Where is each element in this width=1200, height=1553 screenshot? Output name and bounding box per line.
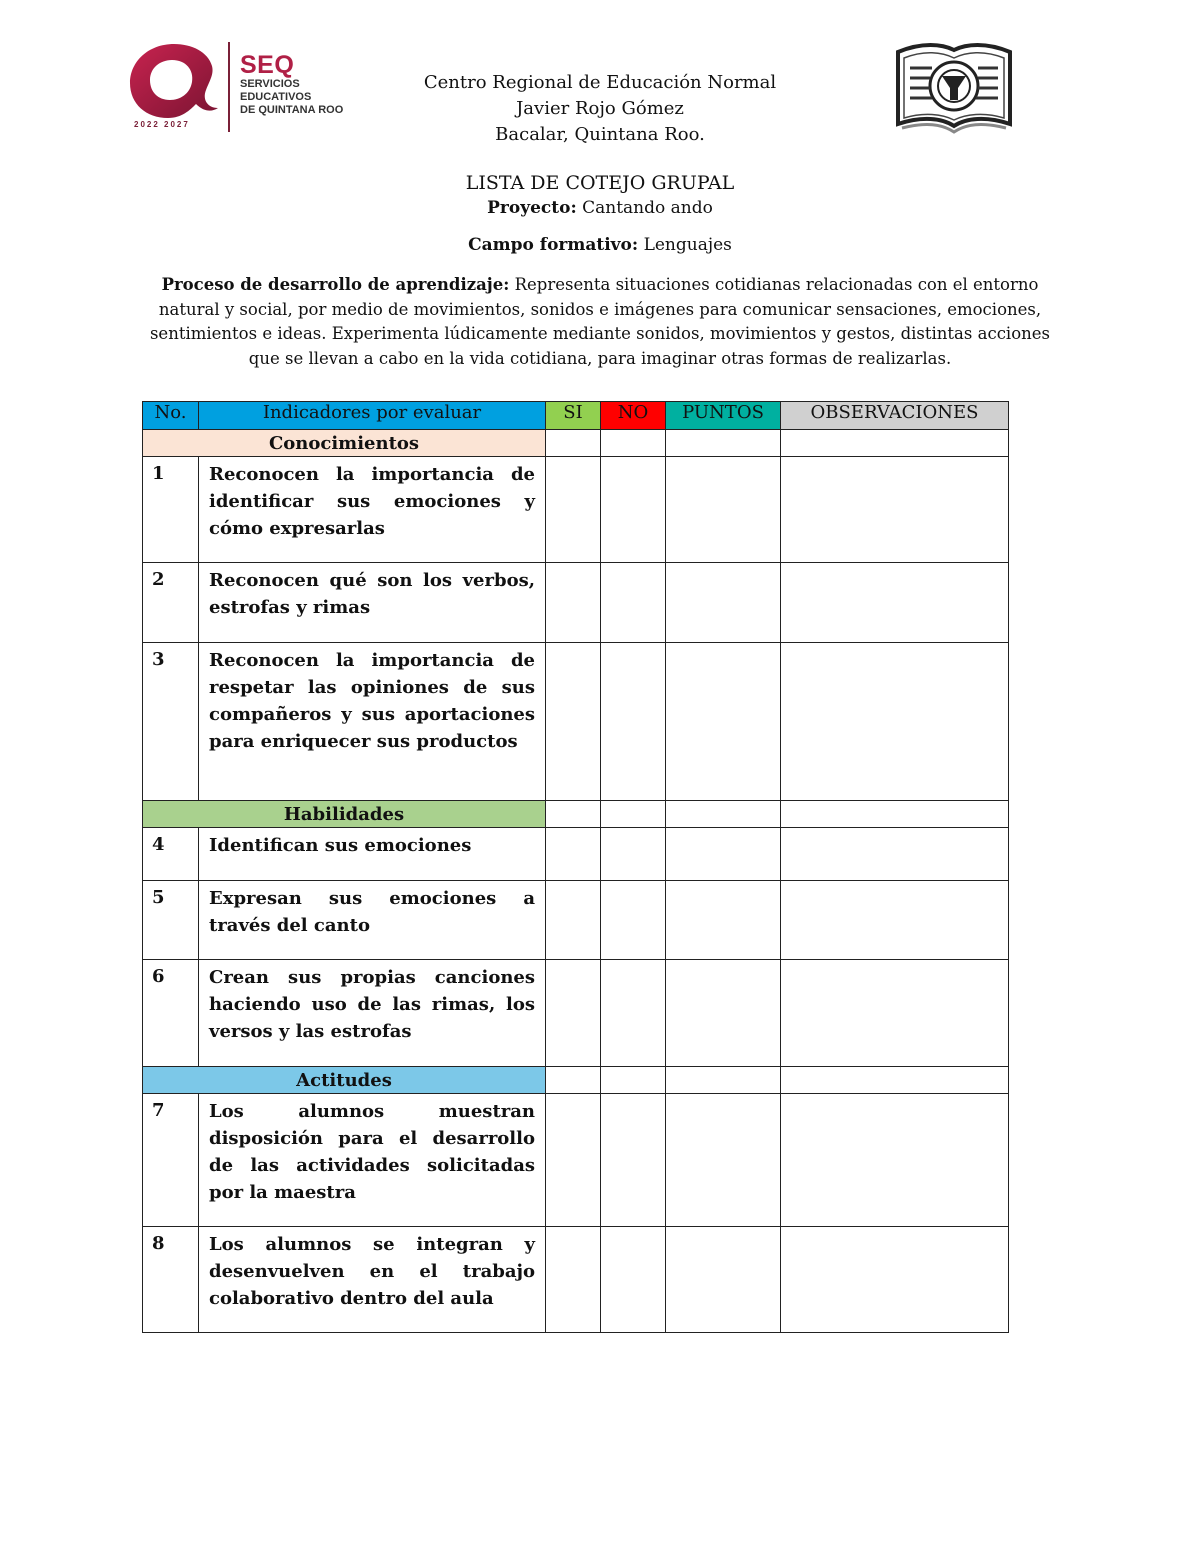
header-row [143,402,1009,430]
indicator-text: Los alumnos se integran y desenvuelven en el trabajo colaborativo dentro del aula [199,1227,546,1333]
indicator-number: 5 [143,881,199,960]
indicator-text: Reconocen la importancia de respetar las opiniones de sus compañeros y sus aportaciones para enriquecer sus productos [199,643,546,801]
no-check-cell[interactable] [601,881,666,960]
header-observations: OBSERVACIONES [781,402,1009,430]
points-cell[interactable] [666,828,781,881]
document-title: LISTA DE COTEJO GRUPAL [465,172,735,194]
observations-cell[interactable] [781,1094,1009,1227]
si-check-cell[interactable] [546,563,601,643]
points-cell[interactable] [666,960,781,1067]
no-check-cell[interactable] [601,457,666,563]
section-title: Actitudes [143,1067,546,1094]
indicator-number: 1 [143,457,199,563]
seq-line2: EDUCATIVOS [240,91,312,103]
section-si-cell[interactable] [546,1067,601,1094]
header-no: No. [143,402,199,430]
indicator-text: Reconocen la importancia de identificar sus emociones y cómo expresarlas [199,457,546,563]
points-cell[interactable] [666,563,781,643]
institution-heading [300,70,900,148]
header-no-col: NO [601,402,666,430]
institution-line2: Javier Rojo Gómez [516,98,684,119]
observations-cell[interactable] [781,643,1009,801]
section-points-cell[interactable] [666,430,781,457]
institution-line3: Bacalar, Quintana Roo. [495,124,705,145]
indicator-text: Reconocen qué son los verbos, estrofas y rimas [199,563,546,643]
no-check-cell[interactable] [601,563,666,643]
logo-years: 2022 2027 [134,120,190,129]
indicator-text: Crean sus propias canciones haciendo uso de las rimas, los versos y las estrofas [199,960,546,1067]
indicator-text: Los alumnos muestran disposición para el desarrollo de las actividades solicitadas por la maestra [199,1094,546,1227]
indicator-row [143,457,1009,563]
section-no-cell[interactable] [601,430,666,457]
section-points-cell[interactable] [666,1067,781,1094]
seq-title: SEQ [240,51,295,79]
observations-cell[interactable] [781,563,1009,643]
si-check-cell[interactable] [546,828,601,881]
header-si: SI [546,402,601,430]
checklist-table [142,401,1009,1333]
section-title: Habilidades [143,801,546,828]
indicator-row [143,828,1009,881]
si-check-cell[interactable] [546,643,601,801]
section-title: Conocimientos [143,430,546,457]
si-check-cell[interactable] [546,960,601,1067]
si-check-cell[interactable] [546,457,601,563]
points-cell[interactable] [666,881,781,960]
indicator-row [143,563,1009,643]
indicator-number: 2 [143,563,199,643]
no-check-cell[interactable] [601,828,666,881]
section-no-cell[interactable] [601,801,666,828]
field-line [0,235,1200,255]
section-no-cell[interactable] [601,1067,666,1094]
points-cell[interactable] [666,643,781,801]
observations-cell[interactable] [781,457,1009,563]
process-value: Representa situaciones cotidianas relacionadas con el entorno natural y social, por medio de movimientos, sonidos e imágenes para comunicar sensaciones, emociones, sentimientos e ideas. Experimenta lúdicamente mediante sonidos, movimientos y gestos, distintas acciones que se llevan a cabo en la vida cotidiana, para imaginar otras formas de realizarlas. [149,275,1051,368]
indicator-row [143,960,1009,1067]
process-paragraph [140,273,1060,371]
indicator-row [143,1227,1009,1333]
section-row [143,801,1009,828]
si-check-cell[interactable] [546,1227,601,1333]
section-observations-cell[interactable] [781,1067,1009,1094]
observations-cell[interactable] [781,828,1009,881]
field-label: Campo formativo: [468,235,639,255]
field-value: Lenguajes [643,235,732,255]
project-value: Cantando ando [582,198,713,218]
observations-cell[interactable] [781,960,1009,1067]
logo-divider [228,42,230,132]
indicator-text: Expresan sus emociones a través del canto [199,881,546,960]
points-cell[interactable] [666,457,781,563]
indicator-number: 3 [143,643,199,801]
project-line [0,198,1200,218]
no-check-cell[interactable] [601,1094,666,1227]
seq-line3: DE QUINTANA ROO [240,104,344,116]
section-row [143,430,1009,457]
no-check-cell[interactable] [601,1227,666,1333]
no-check-cell[interactable] [601,643,666,801]
section-si-cell[interactable] [546,801,601,828]
section-points-cell[interactable] [666,801,781,828]
indicator-row [143,1094,1009,1227]
project-label: Proyecto: [487,198,577,218]
header-points: PUNTOS [666,402,781,430]
si-check-cell[interactable] [546,881,601,960]
header-indicators: Indicadores por evaluar [199,402,546,430]
indicator-row [143,643,1009,801]
points-cell[interactable] [666,1094,781,1227]
section-observations-cell[interactable] [781,801,1009,828]
process-label: Proceso de desarrollo de aprendizaje: [161,275,510,294]
si-check-cell[interactable] [546,1094,601,1227]
indicator-number: 4 [143,828,199,881]
observations-cell[interactable] [781,881,1009,960]
points-cell[interactable] [666,1227,781,1333]
indicator-row [143,881,1009,960]
school-seal-logo [892,38,1016,142]
institution-line1: Centro Regional de Educación Normal [423,72,777,93]
indicator-number: 6 [143,960,199,1067]
indicator-number: 8 [143,1227,199,1333]
indicator-number: 7 [143,1094,199,1227]
no-check-cell[interactable] [601,960,666,1067]
section-row [143,1067,1009,1094]
observations-cell[interactable] [781,1227,1009,1333]
indicator-text: Identifican sus emociones [199,828,546,881]
section-observations-cell[interactable] [781,430,1009,457]
section-si-cell[interactable] [546,430,601,457]
seq-line1: SERVICIOS [240,78,300,90]
